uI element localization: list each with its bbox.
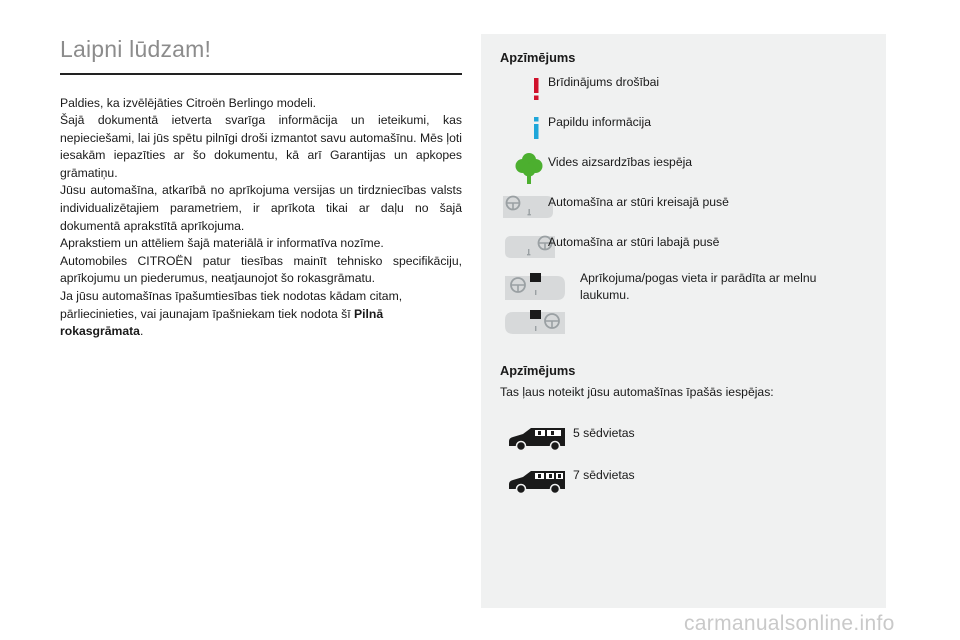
legend-panel bbox=[481, 34, 886, 608]
legend-item-environment bbox=[481, 150, 886, 184]
feature-item-7-seats bbox=[481, 463, 886, 495]
intro-paragraph: Paldies, ka izvēlējāties Citroën Berlingo modeli. bbox=[60, 95, 317, 110]
legend-item-label: Brīdinājums drošībai bbox=[548, 75, 660, 89]
intro-paragraph: Automobiles CITROËN patur tiesības mainīt tehnisko specifikāciju, aprīkojumu un piederumus, neatjaunojot šo rokasgrāmatu. bbox=[60, 253, 462, 286]
ownership-text: Ja jūsu automašīnas īpašumtiesības tiek nodotas kādam citam, pārliecinieties, vai jaunajam īpašniekam tiek nodota šī bbox=[60, 289, 403, 321]
feature-item-label: 7 sēdvietas bbox=[573, 468, 635, 482]
five-seat-van-icon bbox=[507, 424, 567, 452]
legend-item-right-hand-drive bbox=[481, 230, 886, 264]
legend-item-warning bbox=[481, 72, 886, 106]
intro-text bbox=[60, 95, 462, 341]
intro-paragraph: Aprakstiem un attēliem šajā materiālā ir informatīva nozīme. bbox=[60, 236, 384, 251]
legend-item-label: Vides aizsardzības iespēja bbox=[548, 155, 693, 169]
feature-item-5-seats bbox=[481, 422, 886, 454]
legend-item-label: Aprīkojuma/pogas vieta ir parādīta ar melnu laukumu. bbox=[580, 271, 817, 302]
intro-paragraph-ownership bbox=[60, 288, 462, 341]
intro-paragraph: Jūsu automašīna, atkarībā no aprīkojuma versijas un tirdzniecības valsts individualizētajiem parametriem, ir aprīkota tikai ar daļu no šajā dokumentā aprakstītā aprīkojuma. bbox=[60, 183, 462, 233]
feature-item-label: 5 sēdvietas bbox=[573, 426, 635, 440]
legend-item-info bbox=[481, 112, 886, 146]
intro-column bbox=[60, 36, 462, 341]
page-title: Laipni lūdzam! bbox=[60, 36, 212, 62]
ownership-end: . bbox=[139, 324, 144, 339]
legend-item-control-location bbox=[481, 270, 886, 340]
title-divider bbox=[60, 73, 462, 75]
watermark: carmanualsonline.info bbox=[684, 612, 895, 635]
intro-paragraph: Šajā dokumentā ietverta svarīga informācija un ieteikumi, kas nepieciešami, lai jūs spētu pilnīgi droši izmantot savu automašīnu. Mēs ļoti iesakām iepazīties ar šo dokumentu, kā arī Garantijas un apkopes grāmatiņu. bbox=[60, 113, 462, 180]
seven-seat-van-icon bbox=[507, 467, 567, 495]
control-location-icon bbox=[501, 270, 571, 340]
features-description: Tas ļaus noteikt jūsu automašīnas īpašās iespējas: bbox=[500, 385, 774, 399]
full-manual-emphasis: Pilnā rokasgrāmata bbox=[60, 306, 384, 339]
legend-item-label: Papildu informācija bbox=[548, 115, 651, 129]
legend-item-label: Automašīna ar stūri kreisajā pusē bbox=[548, 195, 729, 209]
features-heading: Apzīmējums bbox=[500, 363, 576, 378]
legend-item-left-hand-drive bbox=[481, 190, 886, 224]
legend-item-label: Automašīna ar stūri labajā pusē bbox=[548, 235, 720, 249]
legend-heading: Apzīmējums bbox=[500, 50, 576, 65]
